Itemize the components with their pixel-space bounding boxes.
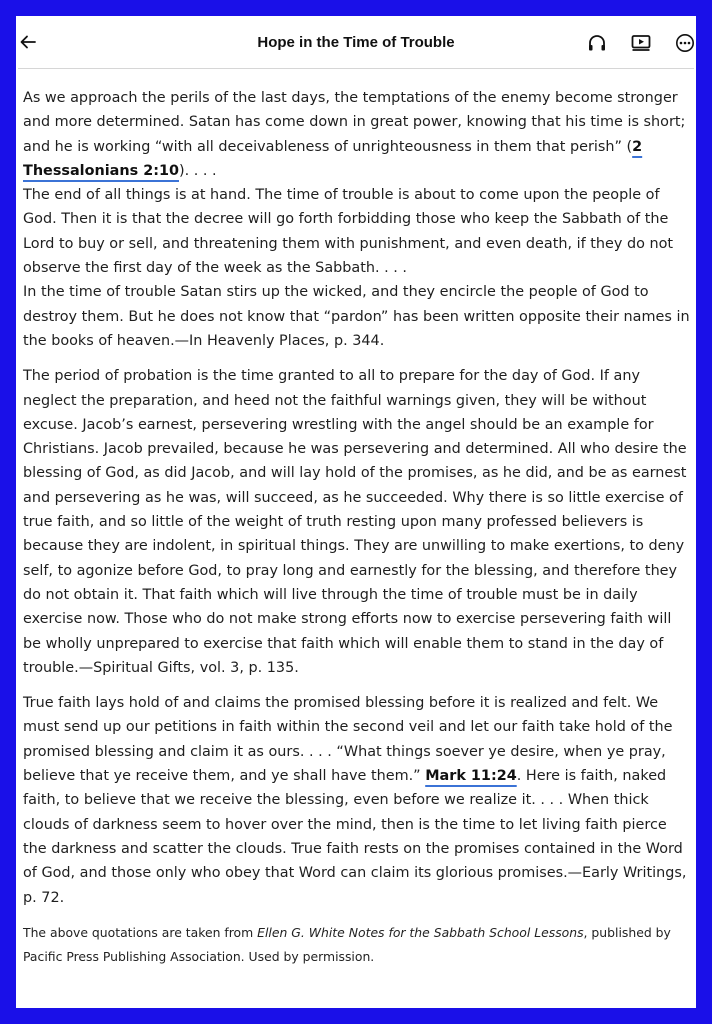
page-title: Hope in the Time of Trouble (257, 34, 455, 51)
more-options-icon (675, 33, 695, 53)
bible-reference-link[interactable]: Mark 11:24 (425, 768, 517, 785)
reading-content (23, 86, 691, 980)
paragraph-text: As we approach the perils of the last days, the temptations of the enemy become stronger and more determined. Satan has come down in great power, knowing that his time is short; and he is working “with all deceivableness of unrighteousness in them that perish” ( (23, 90, 686, 155)
paragraph-text: The end of all things is at hand. The time of trouble is about to come upon the people of God. Then it is that the decree will go forth forbidding those who keep the Sabbath of the Lord to buy or sell, and threatening them with punishment, and even death, if they do not observe the first day of the week as the Sabbath. . . . (23, 187, 674, 277)
bible-reference-link[interactable]: 2 Thessalonians 2:10 (23, 138, 643, 179)
top-bar (18, 18, 694, 69)
video-button[interactable] (630, 32, 652, 54)
paragraph-text: In the time of trouble Satan stirs up the wicked, and they encircle the people of God to destroy them. But he does not know that “pardon” has been written opposite their names in the books of heaven.—In Heavenly Places, p. 344. (23, 284, 690, 349)
attribution-note (23, 921, 691, 969)
headphones-icon (587, 34, 607, 52)
paragraph-1 (23, 86, 691, 353)
attribution-text: The above quotations are taken from (23, 924, 258, 940)
app-window (16, 16, 696, 1008)
audio-button[interactable] (586, 32, 608, 54)
play-video-icon (631, 34, 651, 52)
paragraph-text: True faith lays hold of and claims the promised blessing before it is realized and felt. We must send up our petitions in faith within the second veil and let our faith take hold of the promised blessing and claim it as ours. . . . “What things soever ye desire, when ye pray, believe that ye receive them, and ye shall have them.” (23, 695, 673, 785)
attribution-text: , published by Pacific Press Publishing Association. Used by permission. (23, 924, 671, 964)
paragraph-text: ). . . . (179, 162, 217, 179)
paragraph-2: The period of probation is the time granted to all to prepare for the day of God. If any neglect the preparation, and heed not the faithful warnings given, they will be without excuse. Jacob’s earnest, persevering wrestling with the angel should be an example for Christians. Jacob prevailed, because he was persevering and determined. All who desire the blessing of God, as did Jacob, and will lay hold of the promises, as he did, and be as earnest and persevering as he was, will succeed, as he succeeded. Why there is so little exercise of true faith, and so little of the weight of truth resting upon many professed believers is because they are indolent, in spiritual things. They are unwilling to make exertions, to deny self, to agonize before God, to pray long and earnestly for the blessing, and therefore they do not obtain it. That faith which will live through the time of trouble must be in daily exercise now. Those who do not make strong efforts now to exercise persevering faith will be wholly unprepared to exercise that faith which will enable them to stand in the day of trouble.—Spiritual Gifts, vol. 3, p. 135. (23, 368, 687, 676)
more-options-button[interactable] (674, 32, 696, 54)
paragraph-text: . Here is faith, naked faith, to believe that we receive the blessing, even before we realize it. . . . When thick clouds of darkness seem to hover over the mind, then is the time to let living faith pierce the darkness and scatter the clouds. True faith rests on the promises contained in the Word of God, and those only who obey that Word can claim its glorious promises.—Early Writings, p. 72. (23, 768, 687, 906)
attribution-book-title: Ellen G. White Notes for the Sabbath School Lessons (257, 924, 584, 940)
paragraph-3 (23, 691, 691, 910)
